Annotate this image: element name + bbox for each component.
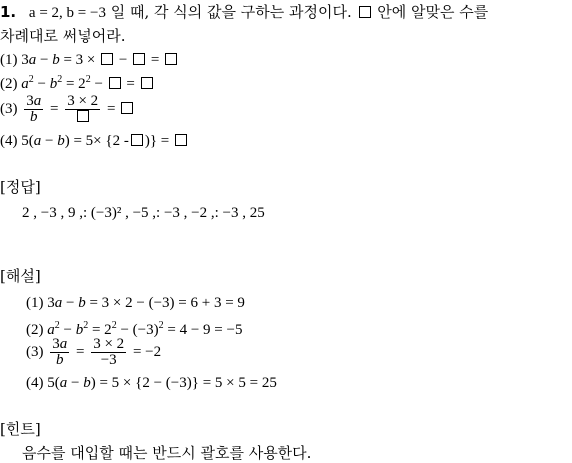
problem-number: 1.	[0, 3, 17, 21]
item-label: (4)	[0, 133, 18, 149]
fraction: $\frac{3a}{b}$	[52, 336, 68, 368]
blank-box	[101, 53, 113, 65]
explanation-header: [해설]	[0, 267, 41, 285]
problem-instruction-line2: 차례대로 써넣어라.	[0, 27, 126, 45]
blank-box	[131, 134, 143, 146]
explanation-item-4: (4) 5(a − b) = 5 × {2 − (−3)} = 5 × 5 = 25	[26, 375, 277, 391]
blank-box	[109, 77, 121, 89]
hint-text: 음수를 대입할 때는 반드시 괄호를 사용한다.	[22, 444, 312, 462]
blank-box	[133, 53, 145, 65]
explanation-item-1: (1) 3a − b = 3 × 2 − (−3) = 6 + 3 = 9	[26, 295, 245, 311]
explanation-item-2: (2) $a^2 - b^2 = 2^2 - (-3)^2 = 4 - 9 = -5$	[26, 320, 243, 338]
fraction: $\frac{3a}{b}$	[26, 93, 42, 125]
blank-box	[141, 77, 153, 89]
hint-header: [힌트]	[0, 420, 41, 438]
problem-instruction-cont: 안에 알맞은 수를	[372, 3, 489, 21]
item-label: (1)	[26, 295, 44, 311]
item-label: (1)	[0, 52, 18, 68]
blank-box	[359, 6, 371, 18]
problem-condition: a = 2, b = −3	[28, 5, 106, 21]
problem-item-2: (2) $a^2 - b^2 = 2^2$ − =	[0, 74, 155, 94]
fraction: 3 × 2	[65, 94, 100, 125]
fraction: $\frac{3 \times 2}{-3}$	[93, 336, 125, 368]
answer-header: [정답]	[0, 178, 41, 196]
blank-box	[77, 110, 89, 122]
problem-instruction: 일 때, 각 식의 값을 구하는 과정이다.	[105, 3, 357, 21]
problem-statement	[0, 2, 488, 23]
item-label: (2)	[26, 322, 44, 338]
item-label: (3)	[26, 344, 44, 360]
problem-item-1: (1) 3a − b = 3 × − =	[0, 50, 179, 70]
item-label: (2)	[0, 76, 18, 92]
item-label: (4)	[26, 375, 44, 391]
item-label: (3)	[0, 101, 18, 117]
blank-box	[121, 102, 133, 114]
explanation-item-3: (3) $\frac{3a}{b}$ = $\frac{3 \times 2}{-3}$ = −2	[26, 336, 162, 368]
problem-item-4: (4) 5(a − b) = 5× {2 - )} =	[0, 131, 189, 151]
blank-box	[175, 134, 187, 146]
answer-text: 2 , −3 , 9 ,: (−3)² , −5 ,: −3 , −2 ,: −3 , 25	[22, 205, 265, 221]
problem-item-3: (3) $\frac{3a}{b}$ = 3 × 2 =	[0, 94, 135, 125]
blank-box	[165, 53, 177, 65]
